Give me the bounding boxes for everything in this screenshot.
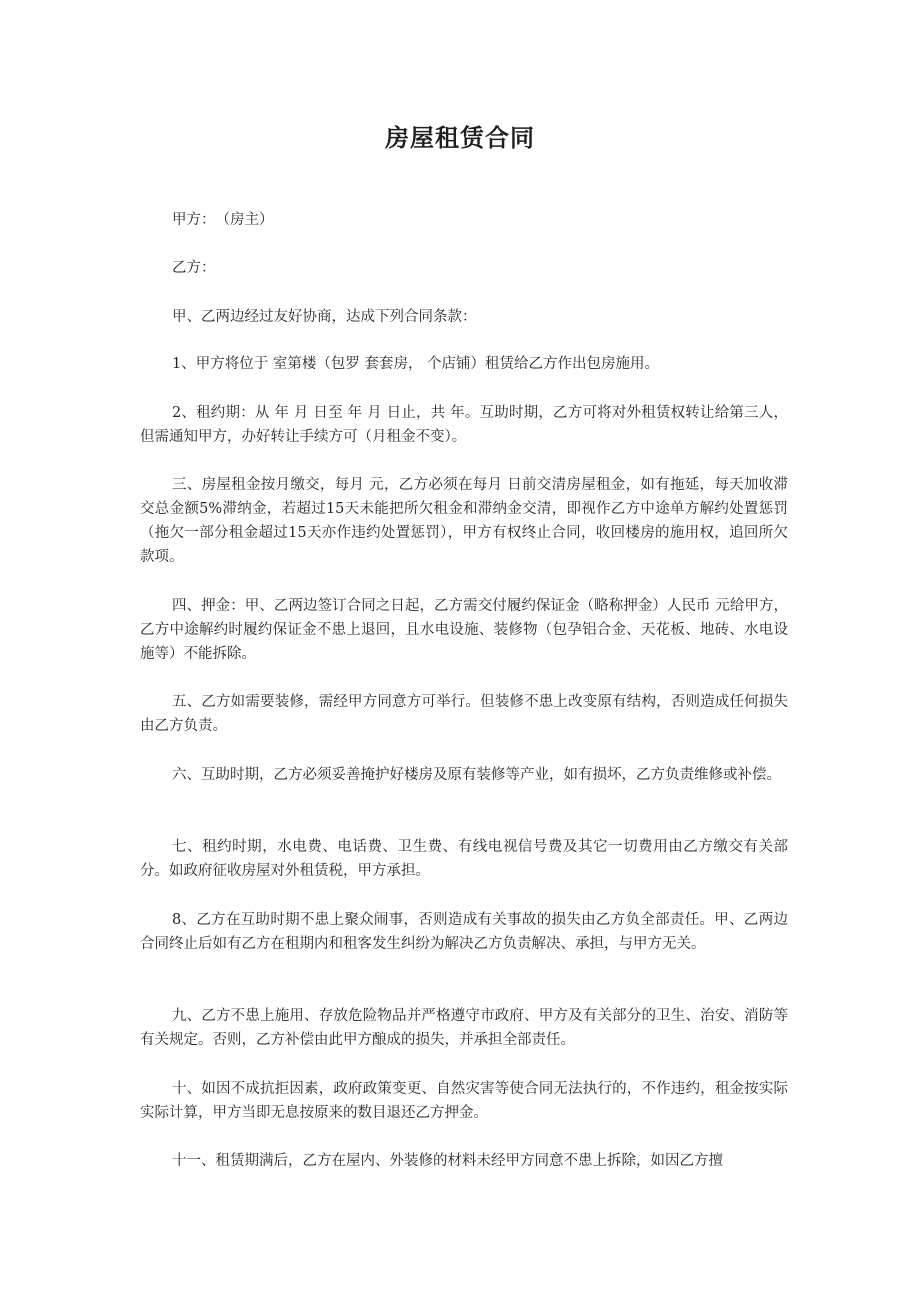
clause-9: 九、乙方不患上施用、存放危险物品并严格遵守市政府、甲方及有关部分的卫生、治安、消防等有关规定。否则，乙方补偿由此甲方酿成的损失，并承担全部责任。 [140,1008,788,1048]
clause-11: 十一、租赁期满后，乙方在屋内、外装修的材料未经甲方同意不患上拆除，如因乙方擅 [172,1153,723,1169]
clause-5: 五、乙方如需要装修，需经甲方同意方可举行。但装修不患上改变原有结构，否则造成任何损失由乙方负责。 [140,694,788,734]
clause-8: 8、乙方在互助时期不患上聚众闹事，否则造成有关事故的损失由乙方负全部责任。甲、乙两边合同终止后如有乙方在租期内和租客发生纠纷为解决乙方负责解决、承担，与甲方无关。 [140,912,788,952]
document-title: 房屋租赁合同 [385,123,535,152]
clause-6: 六、互助时期，乙方必须妥善掩护好楼房及原有装修等产业，如有损坏，乙方负责维修或补偿。 [172,767,781,783]
party-a-line: 甲方： （房主） [172,212,274,228]
clause-4: 四、押金：甲、乙两边签订合同之日起，乙方需交付履约保证金（略称押金）人民币 元给甲方，乙方中途解约时履约保证金不患上退回，且水电设施、装修物（包孕铝合金、天花板、地砖、水电设施等）不能拆除。 [140,598,788,662]
clause-3: 三、房屋租金按月缴交，每月 元，乙方必须在每月 日前交清房屋租金，如有拖延，每天加收滞交总金额5%滞纳金，若超过15天未能把所欠租金和滞纳金交清，即视作乙方中途单方解约处置惩罚（拖欠一部分租金超过15天亦作违约处置惩罚），甲方有权终止合同，收回楼房的施用权，追回所欠款项。 [140,477,788,565]
clause-7: 七、租约时期，水电费、电话费、卫生费、有线电视信号费及其它一切费用由乙方缴交有关部分。如政府征收房屋对外租赁税，甲方承担。 [140,839,788,879]
party-b-line: 乙方： [172,260,216,276]
clause-10: 十、如因不成抗拒因素，政府政策变更、自然灾害等使合同无法执行的，不作违约，租金按实际实际计算，甲方当即无息按原来的数目退还乙方押金。 [140,1081,788,1121]
clause-2: 2、租约期：从 年 月 日至 年 月 日止，共 年。互助时期，乙方可将对外租赁权转让给第三人，但需通知甲方，办好转让手续方可（月租金不变）。 [140,405,788,445]
clause-1: 1、甲方将位于 室第楼（包罗 套套房， 个店铺）租赁给乙方作出包房施用。 [172,356,660,372]
intro-paragraph: 甲、乙两边经过友好协商，达成下列合同条款： [172,309,477,325]
